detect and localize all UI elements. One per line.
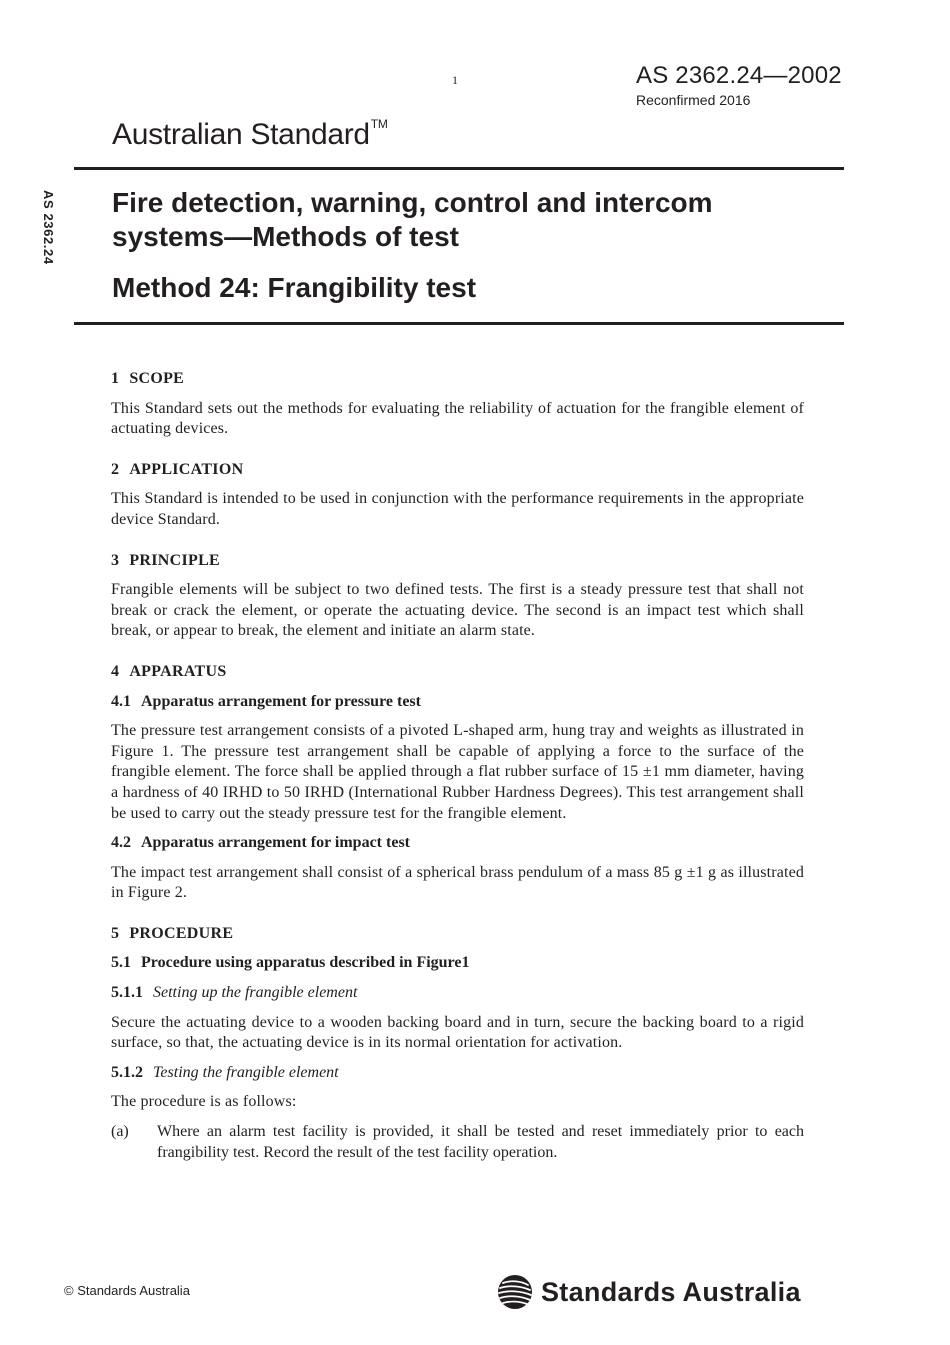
method-title: Method 24: Frangibility test bbox=[112, 272, 477, 303]
globe-logo-icon bbox=[497, 1273, 533, 1311]
subsection-heading-4-1 bbox=[111, 692, 804, 713]
list-item-text: Where an alarm test facility is provided, it shall be tested and reset immediately prior to each frangibility test. Record the result of the test facility operation. bbox=[157, 1123, 804, 1161]
reconfirmed-date: Reconfirmed 2016 bbox=[636, 92, 751, 108]
subsection-title: Testing the frangible element bbox=[153, 1063, 339, 1081]
bottom-rule bbox=[74, 322, 844, 325]
subsection-number: 4.1 bbox=[111, 692, 131, 710]
list-item-label: (a) bbox=[111, 1123, 129, 1141]
subsection-title: Setting up the frangible element bbox=[153, 984, 358, 1002]
subsection-title: Apparatus arrangement for pressure test bbox=[141, 692, 421, 710]
section-title: SCOPE bbox=[129, 370, 185, 387]
logo-wordmark: Standards Australia bbox=[541, 1276, 801, 1307]
impact-test-paragraph: The impact test arrangement shall consist of a spherical brass pendulum of a mass 85 g ±1 g as illustrated in Figure 2. bbox=[111, 863, 804, 902]
document-title: Fire detection, warning, control and intercom systems—Methods of test bbox=[112, 187, 713, 252]
subsection-number: 5.1 bbox=[111, 954, 131, 972]
section-number: 1 bbox=[111, 370, 120, 387]
section-number: 2 bbox=[111, 460, 120, 478]
copyright-notice: © Standards Australia bbox=[64, 1283, 190, 1298]
section-number: 5 bbox=[111, 924, 120, 942]
section-number: 3 bbox=[111, 551, 120, 569]
subsection-title: Apparatus arrangement for impact test bbox=[141, 834, 410, 852]
standards-australia-logo bbox=[497, 1273, 801, 1311]
section-heading-scope bbox=[111, 369, 804, 390]
standard-code: AS 2362.24—2002 bbox=[636, 62, 842, 89]
document-body bbox=[111, 369, 804, 1163]
section-number: 4 bbox=[111, 662, 120, 680]
subsection-number: 5.1.1 bbox=[111, 984, 143, 1002]
page-number: 1 bbox=[452, 73, 458, 87]
scope-paragraph: This Standard sets out the methods for evaluating the reliability of actuation for the frangible element of actuating devices. bbox=[111, 399, 804, 438]
section-title: PRINCIPLE bbox=[129, 551, 221, 569]
section-heading-application bbox=[111, 460, 804, 481]
subsection-heading-5-1-2 bbox=[111, 1063, 804, 1084]
section-heading-procedure bbox=[111, 924, 804, 945]
top-rule bbox=[74, 167, 844, 170]
list-item bbox=[111, 1122, 804, 1163]
pressure-test-paragraph: The pressure test arrangement consists of a pivoted L-shaped arm, hung tray and weights as illustrated in Figure 1. The pressure test arrangement shall be capable of applying a force to the surface of the frangible element. The force shall be applied through a flat rubber surface of 15 ±1 mm diameter, having a hardness of 40 IRHD to 50 IRHD (International Rubber Hardness Degrees). This test arrangement shall be used to carry out the steady pressure test for the frangible element. bbox=[111, 722, 804, 822]
principle-paragraph: Frangible elements will be subject to two defined tests. The first is a steady pressure test that shall not break or crack the element, or operate the actuating device. The second is an impact test which shall break, or appear to break, the element and initiate an alarm state. bbox=[111, 581, 804, 640]
setup-paragraph: Secure the actuating device to a wooden backing board and in turn, secure the backing board to a rigid surface, so that, the actuating device is in its normal orientation for activation. bbox=[111, 1013, 804, 1052]
subsection-title: Procedure using apparatus described in Figure1 bbox=[141, 954, 470, 972]
subsection-number: 4.2 bbox=[111, 834, 131, 852]
subsection-heading-5-1 bbox=[111, 953, 804, 974]
application-paragraph: This Standard is intended to be used in conjunction with the performance requirements in the appropriate device Standard. bbox=[111, 490, 804, 528]
subsection-number: 5.1.2 bbox=[111, 1063, 143, 1081]
section-title: APPLICATION bbox=[129, 460, 244, 478]
subsection-heading-5-1-1 bbox=[111, 983, 804, 1004]
trademark-mark: TM bbox=[370, 117, 388, 131]
section-heading-apparatus bbox=[111, 662, 804, 683]
side-label: AS 2362.24 bbox=[41, 190, 56, 265]
section-heading-principle bbox=[111, 551, 804, 572]
brand-title bbox=[112, 117, 388, 152]
brand-title-text: Australian Standard bbox=[112, 118, 370, 151]
section-title: PROCEDURE bbox=[129, 924, 234, 942]
procedure-intro: The procedure is as follows: bbox=[111, 1093, 297, 1111]
subsection-heading-4-2 bbox=[111, 833, 804, 854]
section-title: APPARATUS bbox=[129, 662, 227, 680]
